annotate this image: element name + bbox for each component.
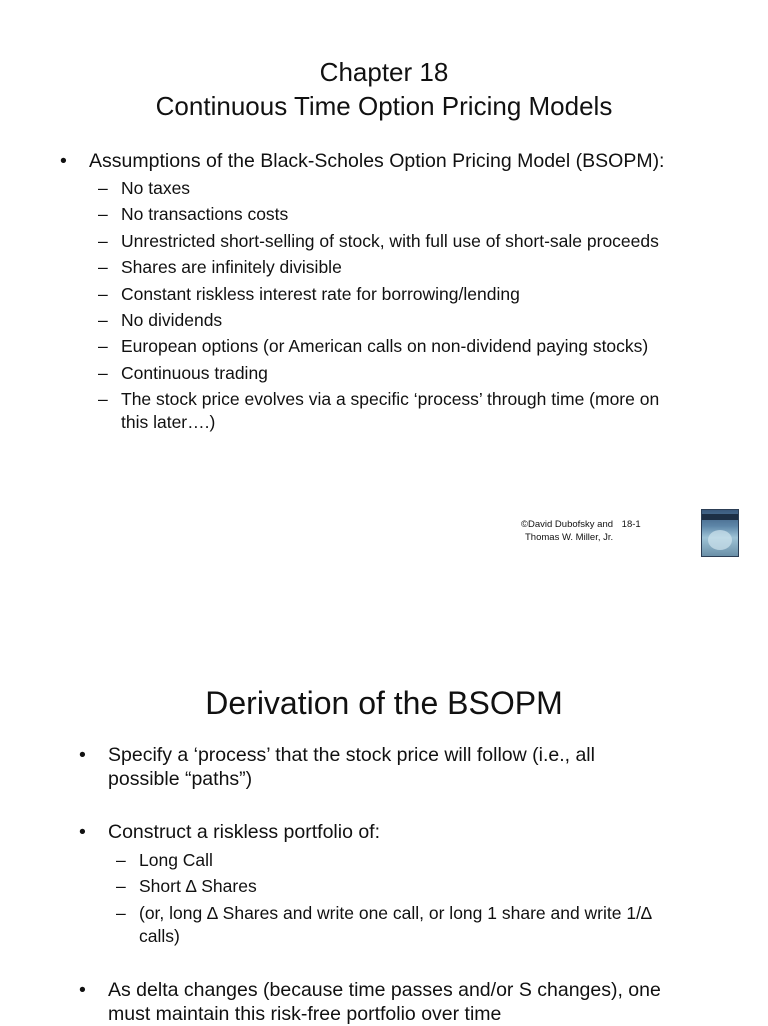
subitem-text: Short ∆ Shares [139,876,257,896]
subitem-text: calls) [139,926,180,946]
bullet-glyph: • [60,150,67,172]
slide1-title-chapter: Chapter 18 [319,57,449,87]
dash-glyph: – [98,231,108,251]
book-cover-band [702,514,738,520]
bullet-text: Specify a ‘process’ that the stock price will follow (i.e., all [108,744,595,766]
dash-glyph: – [98,363,108,383]
dash-glyph: – [116,850,126,870]
subitem-text: Shares are infinitely divisible [121,257,342,277]
page-number: 18-1 [621,519,641,530]
footer-copyright-line1: ©David Dubofsky and [521,519,614,530]
bullet-glyph: • [79,821,86,843]
subitem-text: Constant riskless interest rate for borrowing/lending [121,284,520,304]
subitem-text: Continuous trading [121,363,268,383]
dash-glyph: – [98,178,108,198]
book-cover-thumbnail [701,509,739,557]
dash-glyph: – [98,204,108,224]
bullet-text: Construct a riskless portfolio of: [108,821,381,843]
dash-glyph: – [98,389,108,409]
footer-copyright [521,519,641,531]
slide2-title: Derivation of the BSOPM [205,685,563,721]
subitem-text: Long Call [139,850,213,870]
subitem-text: this later….) [121,412,216,432]
bullet-glyph: • [79,979,86,1001]
dash-glyph: – [98,310,108,330]
dash-glyph: – [98,336,108,356]
subitem-text: No taxes [121,178,191,198]
bullet-text: As delta changes (because time passes and/or S changes), one [108,979,661,1001]
slide1-title: Continuous Time Option Pricing Models [155,91,613,121]
dash-glyph: – [98,257,108,277]
dash-glyph: – [116,903,126,923]
subitem-text: European options (or American calls on non-dividend paying stocks) [121,336,649,356]
subitem-text: No transactions costs [121,204,289,224]
subitem-text: Unrestricted short-selling of stock, with full use of short-sale proceeds [121,231,659,251]
bullet-glyph: • [79,744,86,766]
subitem-text: (or, long ∆ Shares and write one call, or long 1 share and write 1/∆ [139,903,652,923]
bullet-text: possible “paths”) [108,768,253,790]
subitem-text: No dividends [121,310,223,330]
dash-glyph: – [98,284,108,304]
dash-glyph: – [116,876,126,896]
slide-2 [0,600,768,1024]
bullet-text: Assumptions of the Black-Scholes Option Pricing Model (BSOPM): [89,150,665,172]
book-cover-graphic [708,530,732,550]
bullet-text: must maintain this risk-free portfolio over time [108,1003,502,1025]
footer-authors: Thomas W. Miller, Jr. [525,532,614,543]
subitem-text: The stock price evolves via a specific ‘process’ through time (more on [121,389,660,409]
